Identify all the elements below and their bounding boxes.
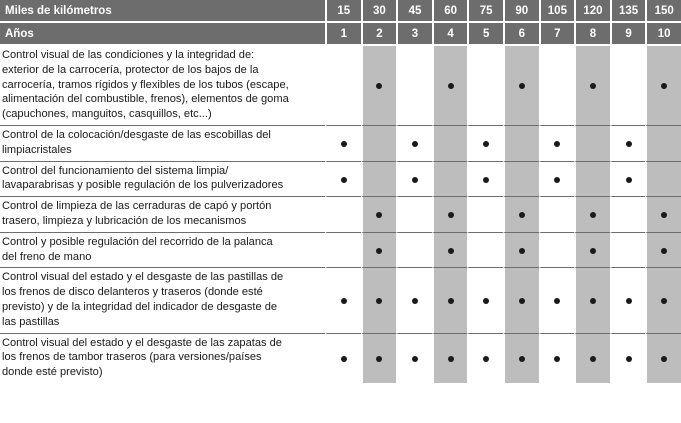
task-line: Control visual del estado y el desgaste de las pastillas de bbox=[2, 271, 284, 284]
interval-cell bbox=[361, 334, 397, 383]
interval-cell bbox=[539, 126, 575, 162]
task-line: carrocería, tramos rígidos y flexibles de los tubos (escape, bbox=[2, 78, 289, 91]
interval-cell bbox=[325, 46, 361, 126]
year-interval-2: 2 bbox=[361, 23, 397, 46]
years-label: Años bbox=[0, 23, 325, 46]
check-dot-icon bbox=[483, 356, 489, 362]
task-description bbox=[0, 126, 325, 162]
interval-cell bbox=[432, 162, 468, 198]
table-row bbox=[0, 162, 681, 198]
km-interval-6: 90 bbox=[503, 0, 539, 23]
check-dot-icon bbox=[448, 248, 454, 254]
interval-cell bbox=[396, 197, 432, 233]
interval-cell bbox=[574, 46, 610, 126]
interval-cell bbox=[539, 233, 575, 269]
check-dot-icon bbox=[341, 356, 347, 362]
check-dot-icon bbox=[519, 212, 525, 218]
task-line: Control y posible regulación del recorrido de la palanca bbox=[2, 235, 273, 248]
check-dot-icon bbox=[519, 356, 525, 362]
interval-cell bbox=[325, 126, 361, 162]
check-dot-icon bbox=[554, 356, 560, 362]
interval-cell bbox=[396, 126, 432, 162]
task-line: previsto) y de la integridad del indicador de desgaste de bbox=[2, 300, 278, 313]
interval-cell bbox=[432, 233, 468, 269]
header-row-km bbox=[0, 0, 681, 23]
year-interval-7: 7 bbox=[539, 23, 575, 46]
check-dot-icon bbox=[376, 356, 382, 362]
interval-cell bbox=[432, 126, 468, 162]
table-row bbox=[0, 233, 681, 269]
table-row bbox=[0, 197, 681, 233]
check-dot-icon bbox=[341, 177, 347, 183]
interval-cell bbox=[467, 126, 503, 162]
check-dot-icon bbox=[554, 141, 560, 147]
check-dot-icon bbox=[448, 356, 454, 362]
interval-cell bbox=[325, 162, 361, 198]
check-dot-icon bbox=[483, 177, 489, 183]
interval-cell bbox=[610, 162, 646, 198]
table-row bbox=[0, 268, 681, 333]
task-line: exterior de la carrocería, protector de los bajos de la bbox=[2, 63, 259, 76]
check-dot-icon bbox=[483, 141, 489, 147]
interval-cell bbox=[503, 126, 539, 162]
task-line: Control visual del estado y el desgaste de las zapatas de bbox=[2, 336, 282, 349]
check-dot-icon bbox=[626, 177, 632, 183]
interval-cell bbox=[325, 334, 361, 383]
task-description bbox=[0, 268, 325, 333]
interval-cell bbox=[325, 197, 361, 233]
check-dot-icon bbox=[376, 83, 382, 89]
interval-cell bbox=[503, 46, 539, 126]
check-dot-icon bbox=[661, 83, 667, 89]
interval-cell bbox=[432, 197, 468, 233]
interval-cell bbox=[574, 162, 610, 198]
task-line: (capuchones, manguitos, casquillos, etc...) bbox=[2, 108, 212, 121]
check-dot-icon bbox=[590, 212, 596, 218]
interval-cell bbox=[645, 334, 681, 383]
km-interval-3: 45 bbox=[396, 0, 432, 23]
check-dot-icon bbox=[590, 298, 596, 304]
interval-cell bbox=[503, 233, 539, 269]
table-row bbox=[0, 126, 681, 162]
km-label: Miles de kilómetros bbox=[0, 0, 325, 23]
check-dot-icon bbox=[412, 356, 418, 362]
interval-cell bbox=[396, 46, 432, 126]
interval-cell bbox=[396, 268, 432, 333]
task-description bbox=[0, 197, 325, 233]
task-description bbox=[0, 233, 325, 269]
check-dot-icon bbox=[626, 356, 632, 362]
interval-cell bbox=[467, 334, 503, 383]
check-dot-icon bbox=[661, 212, 667, 218]
year-interval-6: 6 bbox=[503, 23, 539, 46]
check-dot-icon bbox=[661, 356, 667, 362]
interval-cell bbox=[325, 268, 361, 333]
interval-cell bbox=[361, 126, 397, 162]
check-dot-icon bbox=[376, 212, 382, 218]
interval-cell bbox=[574, 268, 610, 333]
interval-cell bbox=[574, 334, 610, 383]
check-dot-icon bbox=[448, 83, 454, 89]
interval-cell bbox=[325, 233, 361, 269]
interval-cell bbox=[396, 162, 432, 198]
interval-cell bbox=[539, 334, 575, 383]
check-dot-icon bbox=[661, 298, 667, 304]
check-dot-icon bbox=[590, 356, 596, 362]
year-interval-4: 4 bbox=[432, 23, 468, 46]
task-line: lavaparabrisas y posible regulación de los pulverizadores bbox=[2, 179, 284, 192]
task-line: Control de la colocación/desgaste de las escobillas del bbox=[2, 128, 271, 141]
interval-cell bbox=[610, 126, 646, 162]
interval-cell bbox=[467, 197, 503, 233]
interval-cell bbox=[645, 126, 681, 162]
interval-cell bbox=[610, 233, 646, 269]
interval-cell bbox=[645, 46, 681, 126]
check-dot-icon bbox=[626, 141, 632, 147]
interval-cell bbox=[432, 46, 468, 126]
interval-cell bbox=[539, 268, 575, 333]
task-line: Control de limpieza de las cerraduras de capó y portón bbox=[2, 200, 272, 213]
km-interval-1: 15 bbox=[325, 0, 361, 23]
task-line: Control visual de las condiciones y la integridad de: bbox=[2, 49, 255, 61]
check-dot-icon bbox=[341, 298, 347, 304]
task-description bbox=[0, 334, 325, 383]
task-line: Control del funcionamiento del sistema limpia/ bbox=[2, 164, 229, 177]
task-line: del freno de mano bbox=[2, 250, 92, 263]
interval-cell bbox=[645, 197, 681, 233]
km-interval-2: 30 bbox=[361, 0, 397, 23]
check-dot-icon bbox=[412, 141, 418, 147]
interval-cell bbox=[467, 268, 503, 333]
year-interval-1: 1 bbox=[325, 23, 361, 46]
interval-cell bbox=[574, 197, 610, 233]
task-line: donde esté previsto) bbox=[2, 366, 103, 379]
interval-cell bbox=[361, 46, 397, 126]
interval-cell bbox=[361, 268, 397, 333]
km-interval-9: 135 bbox=[610, 0, 646, 23]
year-interval-8: 8 bbox=[574, 23, 610, 46]
table-row bbox=[0, 46, 681, 126]
interval-cell bbox=[503, 334, 539, 383]
interval-cell bbox=[432, 268, 468, 333]
check-dot-icon bbox=[590, 83, 596, 89]
interval-cell bbox=[574, 126, 610, 162]
task-description bbox=[0, 162, 325, 198]
check-dot-icon bbox=[661, 248, 667, 254]
interval-cell bbox=[645, 162, 681, 198]
interval-cell bbox=[610, 46, 646, 126]
year-interval-5: 5 bbox=[467, 23, 503, 46]
interval-cell bbox=[503, 268, 539, 333]
interval-cell bbox=[610, 197, 646, 233]
check-dot-icon bbox=[376, 248, 382, 254]
km-interval-5: 75 bbox=[467, 0, 503, 23]
header-row-years bbox=[0, 23, 681, 46]
check-dot-icon bbox=[412, 177, 418, 183]
interval-cell bbox=[610, 268, 646, 333]
check-dot-icon bbox=[554, 177, 560, 183]
interval-cell bbox=[503, 162, 539, 198]
check-dot-icon bbox=[483, 298, 489, 304]
km-interval-10: 150 bbox=[645, 0, 681, 23]
km-interval-4: 60 bbox=[432, 0, 468, 23]
table-row bbox=[0, 334, 681, 383]
interval-cell bbox=[467, 162, 503, 198]
interval-cell bbox=[503, 197, 539, 233]
check-dot-icon bbox=[519, 298, 525, 304]
interval-cell bbox=[361, 162, 397, 198]
interval-cell bbox=[467, 233, 503, 269]
task-line: los frenos de tambor traseros (para versiones/países bbox=[2, 351, 262, 364]
check-dot-icon bbox=[590, 248, 596, 254]
schedule-body bbox=[0, 46, 681, 383]
interval-cell bbox=[361, 197, 397, 233]
year-interval-10: 10 bbox=[645, 23, 681, 46]
interval-cell bbox=[467, 46, 503, 126]
check-dot-icon bbox=[554, 298, 560, 304]
interval-cell bbox=[396, 233, 432, 269]
interval-cell bbox=[645, 233, 681, 269]
interval-cell bbox=[432, 334, 468, 383]
check-dot-icon bbox=[519, 83, 525, 89]
task-line: alimentación del combustible, frenos), elementos de goma bbox=[2, 93, 289, 106]
interval-cell bbox=[539, 162, 575, 198]
interval-cell bbox=[361, 233, 397, 269]
interval-cell bbox=[539, 197, 575, 233]
check-dot-icon bbox=[376, 298, 382, 304]
task-description bbox=[0, 46, 325, 126]
interval-cell bbox=[645, 268, 681, 333]
year-interval-9: 9 bbox=[610, 23, 646, 46]
interval-cell bbox=[610, 334, 646, 383]
interval-cell bbox=[539, 46, 575, 126]
check-dot-icon bbox=[448, 298, 454, 304]
task-line: las pastillas bbox=[2, 315, 60, 328]
km-interval-8: 120 bbox=[574, 0, 610, 23]
check-dot-icon bbox=[341, 141, 347, 147]
task-line: limpiacristales bbox=[2, 143, 72, 156]
km-interval-7: 105 bbox=[539, 0, 575, 23]
task-line: trasero, limpieza y lubricación de los mecanismos bbox=[2, 214, 247, 227]
check-dot-icon bbox=[626, 298, 632, 304]
check-dot-icon bbox=[519, 248, 525, 254]
year-interval-3: 3 bbox=[396, 23, 432, 46]
check-dot-icon bbox=[412, 298, 418, 304]
interval-cell bbox=[396, 334, 432, 383]
check-dot-icon bbox=[448, 212, 454, 218]
task-line: los frenos de disco delanteros y traseros (donde esté bbox=[2, 286, 263, 299]
interval-cell bbox=[574, 233, 610, 269]
